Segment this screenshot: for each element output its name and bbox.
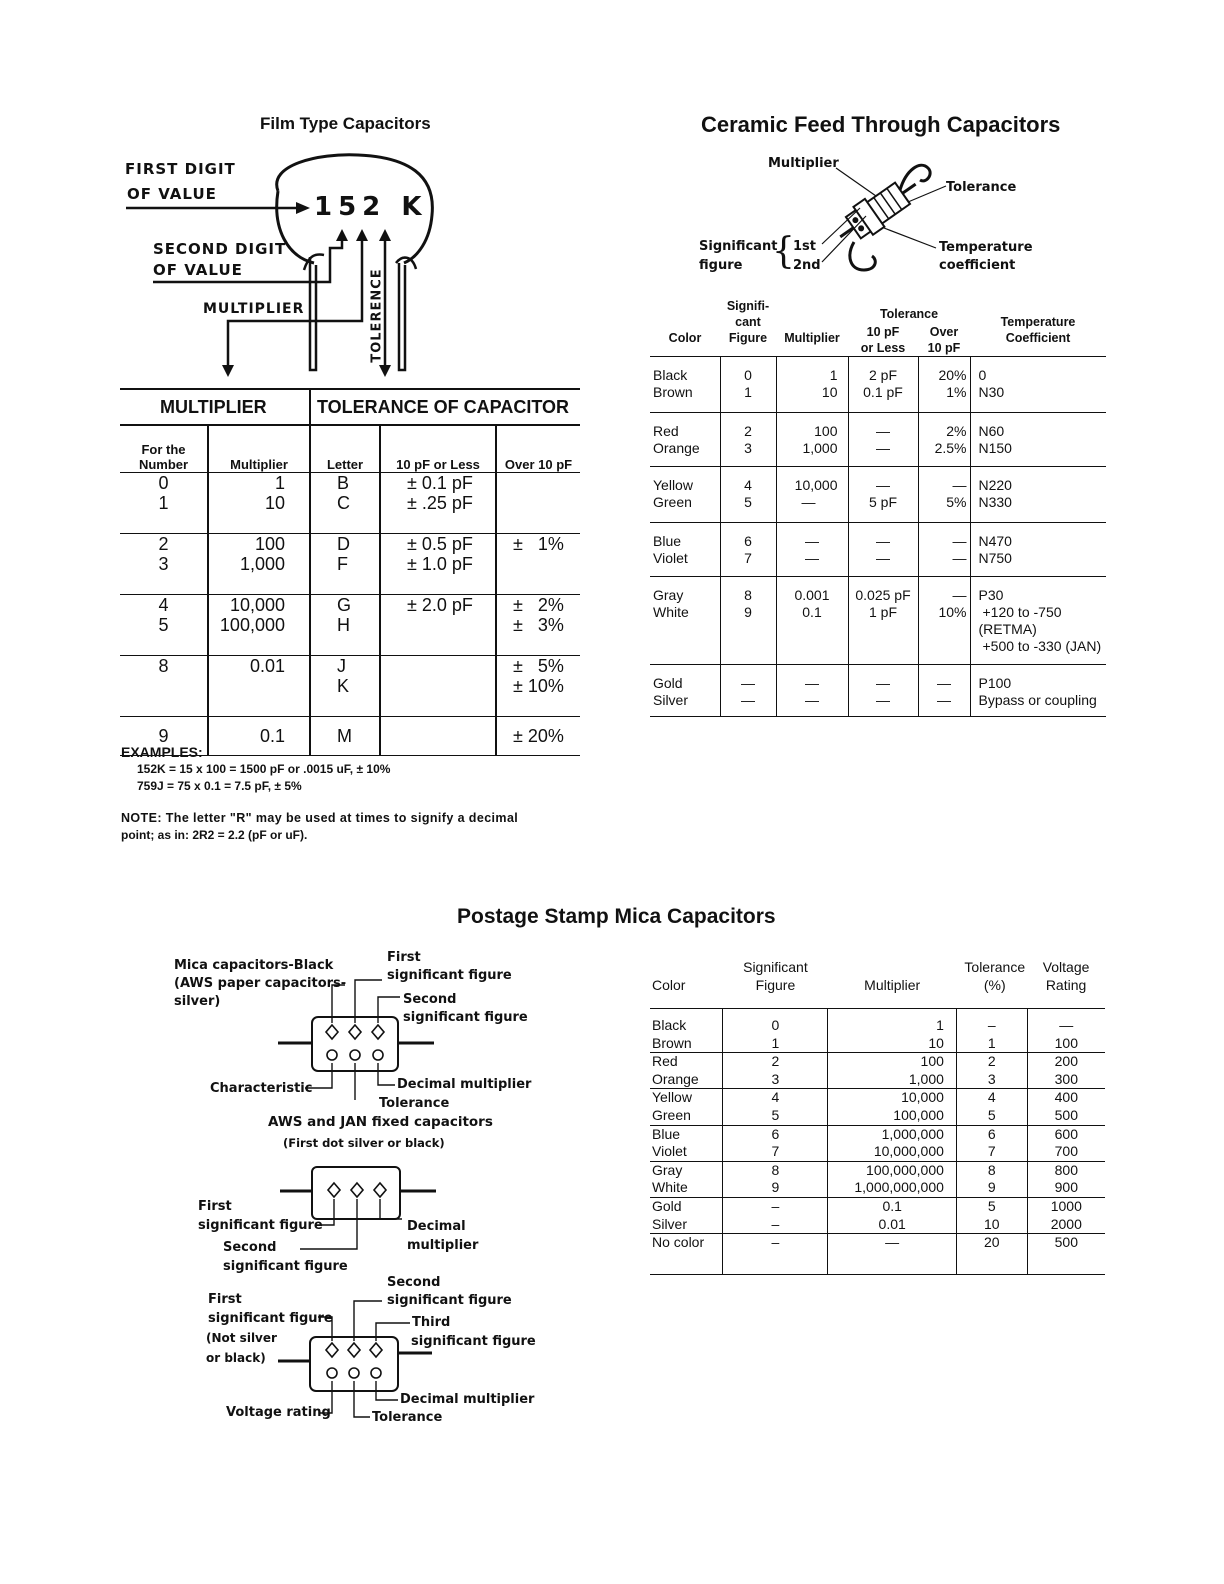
mica-d3-third-2: significant figure (411, 1334, 536, 1349)
table-row: Brown 1 10 1 100 (650, 1035, 1105, 1053)
brace: { (772, 231, 795, 272)
table-row: Black Brown 0 1 1 10 2 pF 0.1 pF 20% 1% 0 N30 (650, 357, 1106, 413)
table-row: Orange 3 1,000 3 300 (650, 1071, 1105, 1089)
mica-d3-first-4: or black) (206, 1351, 266, 1365)
table-row: 9 0.1 M ± 20% (120, 717, 580, 756)
mica-d3-first-1: First (208, 1292, 242, 1307)
column-header: Over 10 pF (496, 425, 580, 473)
example-2: 759J = 75 x 0.1 = 7.5 pF, ± 5% (137, 779, 302, 793)
ceramic-first-label: 1st (793, 239, 816, 254)
mica-d1-decimal: Decimal multiplier (397, 1077, 532, 1092)
arrow-icon (379, 229, 391, 241)
table-row: 0 1 1 10 B C ± 0.1 pF ± .25 pF (120, 473, 580, 534)
mica-d3-second-1: Second (387, 1275, 441, 1290)
table-row: Gray 8 100,000,000 8 800 (650, 1161, 1105, 1179)
ceramic-significant-label-1: Significant (699, 239, 778, 254)
mica-d1-second-1: Second (403, 992, 457, 1007)
column-header: Multiplier (208, 425, 310, 473)
table-row: Gold Silver — — — — — — — — P100 Bypass or coupling (650, 665, 1106, 717)
mica-d3-voltage: Voltage rating (226, 1405, 331, 1420)
column-header-tolerance: Tolerance 10 pF or Less Over 10 pF (848, 298, 970, 357)
example-1: 152K = 15 x 100 = 1500 pF or .0015 uF, ± 10% (137, 762, 391, 776)
mica-d2-decimal-1: Decimal (407, 1219, 466, 1234)
second-digit-label-1: SECOND DIGIT (153, 240, 287, 258)
table-row: Black 0 1 – — (650, 1009, 1105, 1035)
column-header-significant: Signifi- cant Figure (720, 298, 776, 357)
first-digit-label-2: OF VALUE (127, 185, 217, 203)
mica-title: Postage Stamp Mica Capacitors (457, 905, 776, 928)
mica-d3-second-2: significant figure (387, 1293, 512, 1308)
ceramic-tolerance-label: Tolerance (946, 180, 1017, 195)
table-row: Blue Violet 6 7 — — — — — — N470 N750 (650, 523, 1106, 577)
note-line-2: point; as in: 2R2 = 2.2 (pF or uF). (121, 828, 308, 842)
column-header-multiplier: Multiplier (828, 958, 956, 1009)
table-row: Silver – 0.01 10 2000 (650, 1216, 1105, 1234)
column-header-color: Color (650, 958, 723, 1009)
mica-d3-first-2: significant figure (208, 1311, 333, 1326)
mica-d1-caption-2: (First dot silver or black) (283, 1136, 445, 1150)
column-header-significant: Significant Figure (723, 958, 828, 1009)
arrow-icon (336, 229, 348, 241)
examples-label: EXAMPLES: (121, 744, 203, 760)
column-header-multiplier: Multiplier (776, 298, 848, 357)
table-row: Gold – 0.1 5 1000 (650, 1197, 1105, 1215)
mica-d3-decimal: Decimal multiplier (400, 1392, 535, 1407)
mica-d1-tolerance: Tolerance (379, 1096, 450, 1111)
column-header-voltage: Voltage Rating (1027, 958, 1105, 1009)
table-row: Red 2 100 2 200 (650, 1053, 1105, 1071)
mica-d1-characteristic: Characteristic (210, 1081, 313, 1096)
table-row: 8 0.01 J K ± 5% ± 10% (120, 656, 580, 717)
mica-d1-caption-1: AWS and JAN fixed capacitors (268, 1114, 493, 1130)
film-title: Film Type Capacitors (260, 114, 431, 133)
arrow-icon (222, 365, 234, 377)
arrow-icon (296, 202, 310, 214)
table-row: Blue 6 1,000,000 6 600 (650, 1125, 1105, 1143)
mica-color-code-table (650, 958, 1105, 1275)
mica-d1-second-2: significant figure (403, 1010, 528, 1025)
capacitor-lead-left (310, 257, 316, 370)
mica-d2-first-1: First (198, 1199, 232, 1214)
mica-d2-second-1: Second (223, 1240, 277, 1255)
ceramic-color-code-table (650, 298, 1106, 717)
arrow-icon (356, 229, 368, 241)
capacitor-lead-right (399, 263, 405, 370)
tolerance-label: TOLERENCE (369, 268, 385, 363)
capacitor-code: 152 K (314, 192, 428, 222)
mica-diagram1-title-1: Mica capacitors-Black (174, 958, 334, 973)
mica-body (312, 1167, 400, 1219)
mica-d1-first-2: significant figure (387, 968, 512, 983)
multiplier-label: MULTIPLIER (203, 301, 305, 317)
column-header-tolerance: Tolerance (%) (956, 958, 1027, 1009)
table-row: Yellow Green 4 5 10,000 — — 5 pF — 5% N220 N330 (650, 467, 1106, 523)
mica-d3-first-3: (Not silver (206, 1331, 277, 1345)
ceramic-second-label: 2nd (793, 258, 821, 273)
table-row: Violet 7 10,000,000 7 700 (650, 1143, 1105, 1161)
table-row: 4 5 10,000 100,000 G H ± 2.0 pF ± 2% ± 3% (120, 595, 580, 656)
group-header-tolerance: TOLERANCE OF CAPACITOR (310, 389, 580, 425)
column-header: For the Number (120, 425, 208, 473)
column-header: 10 pF or Less (380, 425, 496, 473)
mica-d1-first-1: First (387, 950, 421, 965)
second-digit-label-2: OF VALUE (153, 261, 243, 279)
mica-d2-first-2: significant figure (198, 1218, 323, 1233)
film-multiplier-tolerance-table (120, 388, 580, 756)
lead-hook-bottom (850, 242, 875, 270)
mica-d2-decimal-2: multiplier (407, 1238, 479, 1253)
ceramic-title: Ceramic Feed Through Capacitors (701, 112, 1061, 137)
table-row: White 9 1,000,000,000 9 900 (650, 1179, 1105, 1197)
ceramic-multiplier-label: Multiplier (768, 156, 839, 171)
table-row: Red Orange 2 3 100 1,000 — — 2% 2.5% N60 N150 (650, 413, 1106, 467)
table-row: 2 3 100 1,000 D F ± 0.5 pF ± 1.0 pF ± 1% (120, 534, 580, 595)
mica-diagram1-title-2: (AWS paper capacitors- (174, 976, 347, 991)
group-header-multiplier: MULTIPLIER (120, 389, 310, 425)
ceramic-temp-label-2: coefficient (939, 258, 1016, 273)
table-row: Green 5 100,000 5 500 (650, 1107, 1105, 1125)
first-digit-label-1: FIRST DIGIT (125, 160, 236, 178)
mica-d2-second-2: significant figure (223, 1259, 348, 1274)
table-row: No color – — 20 500 (650, 1234, 1105, 1275)
ceramic-temp-label-1: Temperature (939, 240, 1033, 255)
mica-d3-tolerance: Tolerance (372, 1410, 443, 1425)
mica-d3-third-1: Third (412, 1315, 451, 1330)
table-row: Gray White 8 9 0.001 0.1 0.025 pF 1 pF — 10% P30 +120 to -750 (RETMA) +500 to -330 (JAN) (650, 577, 1106, 665)
arrow-icon (379, 365, 391, 377)
mica-diagram1-title-3: silver) (174, 994, 221, 1009)
column-header-color: Color (650, 298, 720, 357)
column-header: Letter (310, 425, 380, 473)
ceramic-significant-label-2: figure (699, 258, 743, 273)
column-header-temperature: Temperature Coefficient (970, 298, 1106, 357)
note-line-1: NOTE: The letter "R" may be used at times to signify a decimal (121, 811, 519, 825)
table-row: Yellow 4 10,000 4 400 (650, 1089, 1105, 1107)
